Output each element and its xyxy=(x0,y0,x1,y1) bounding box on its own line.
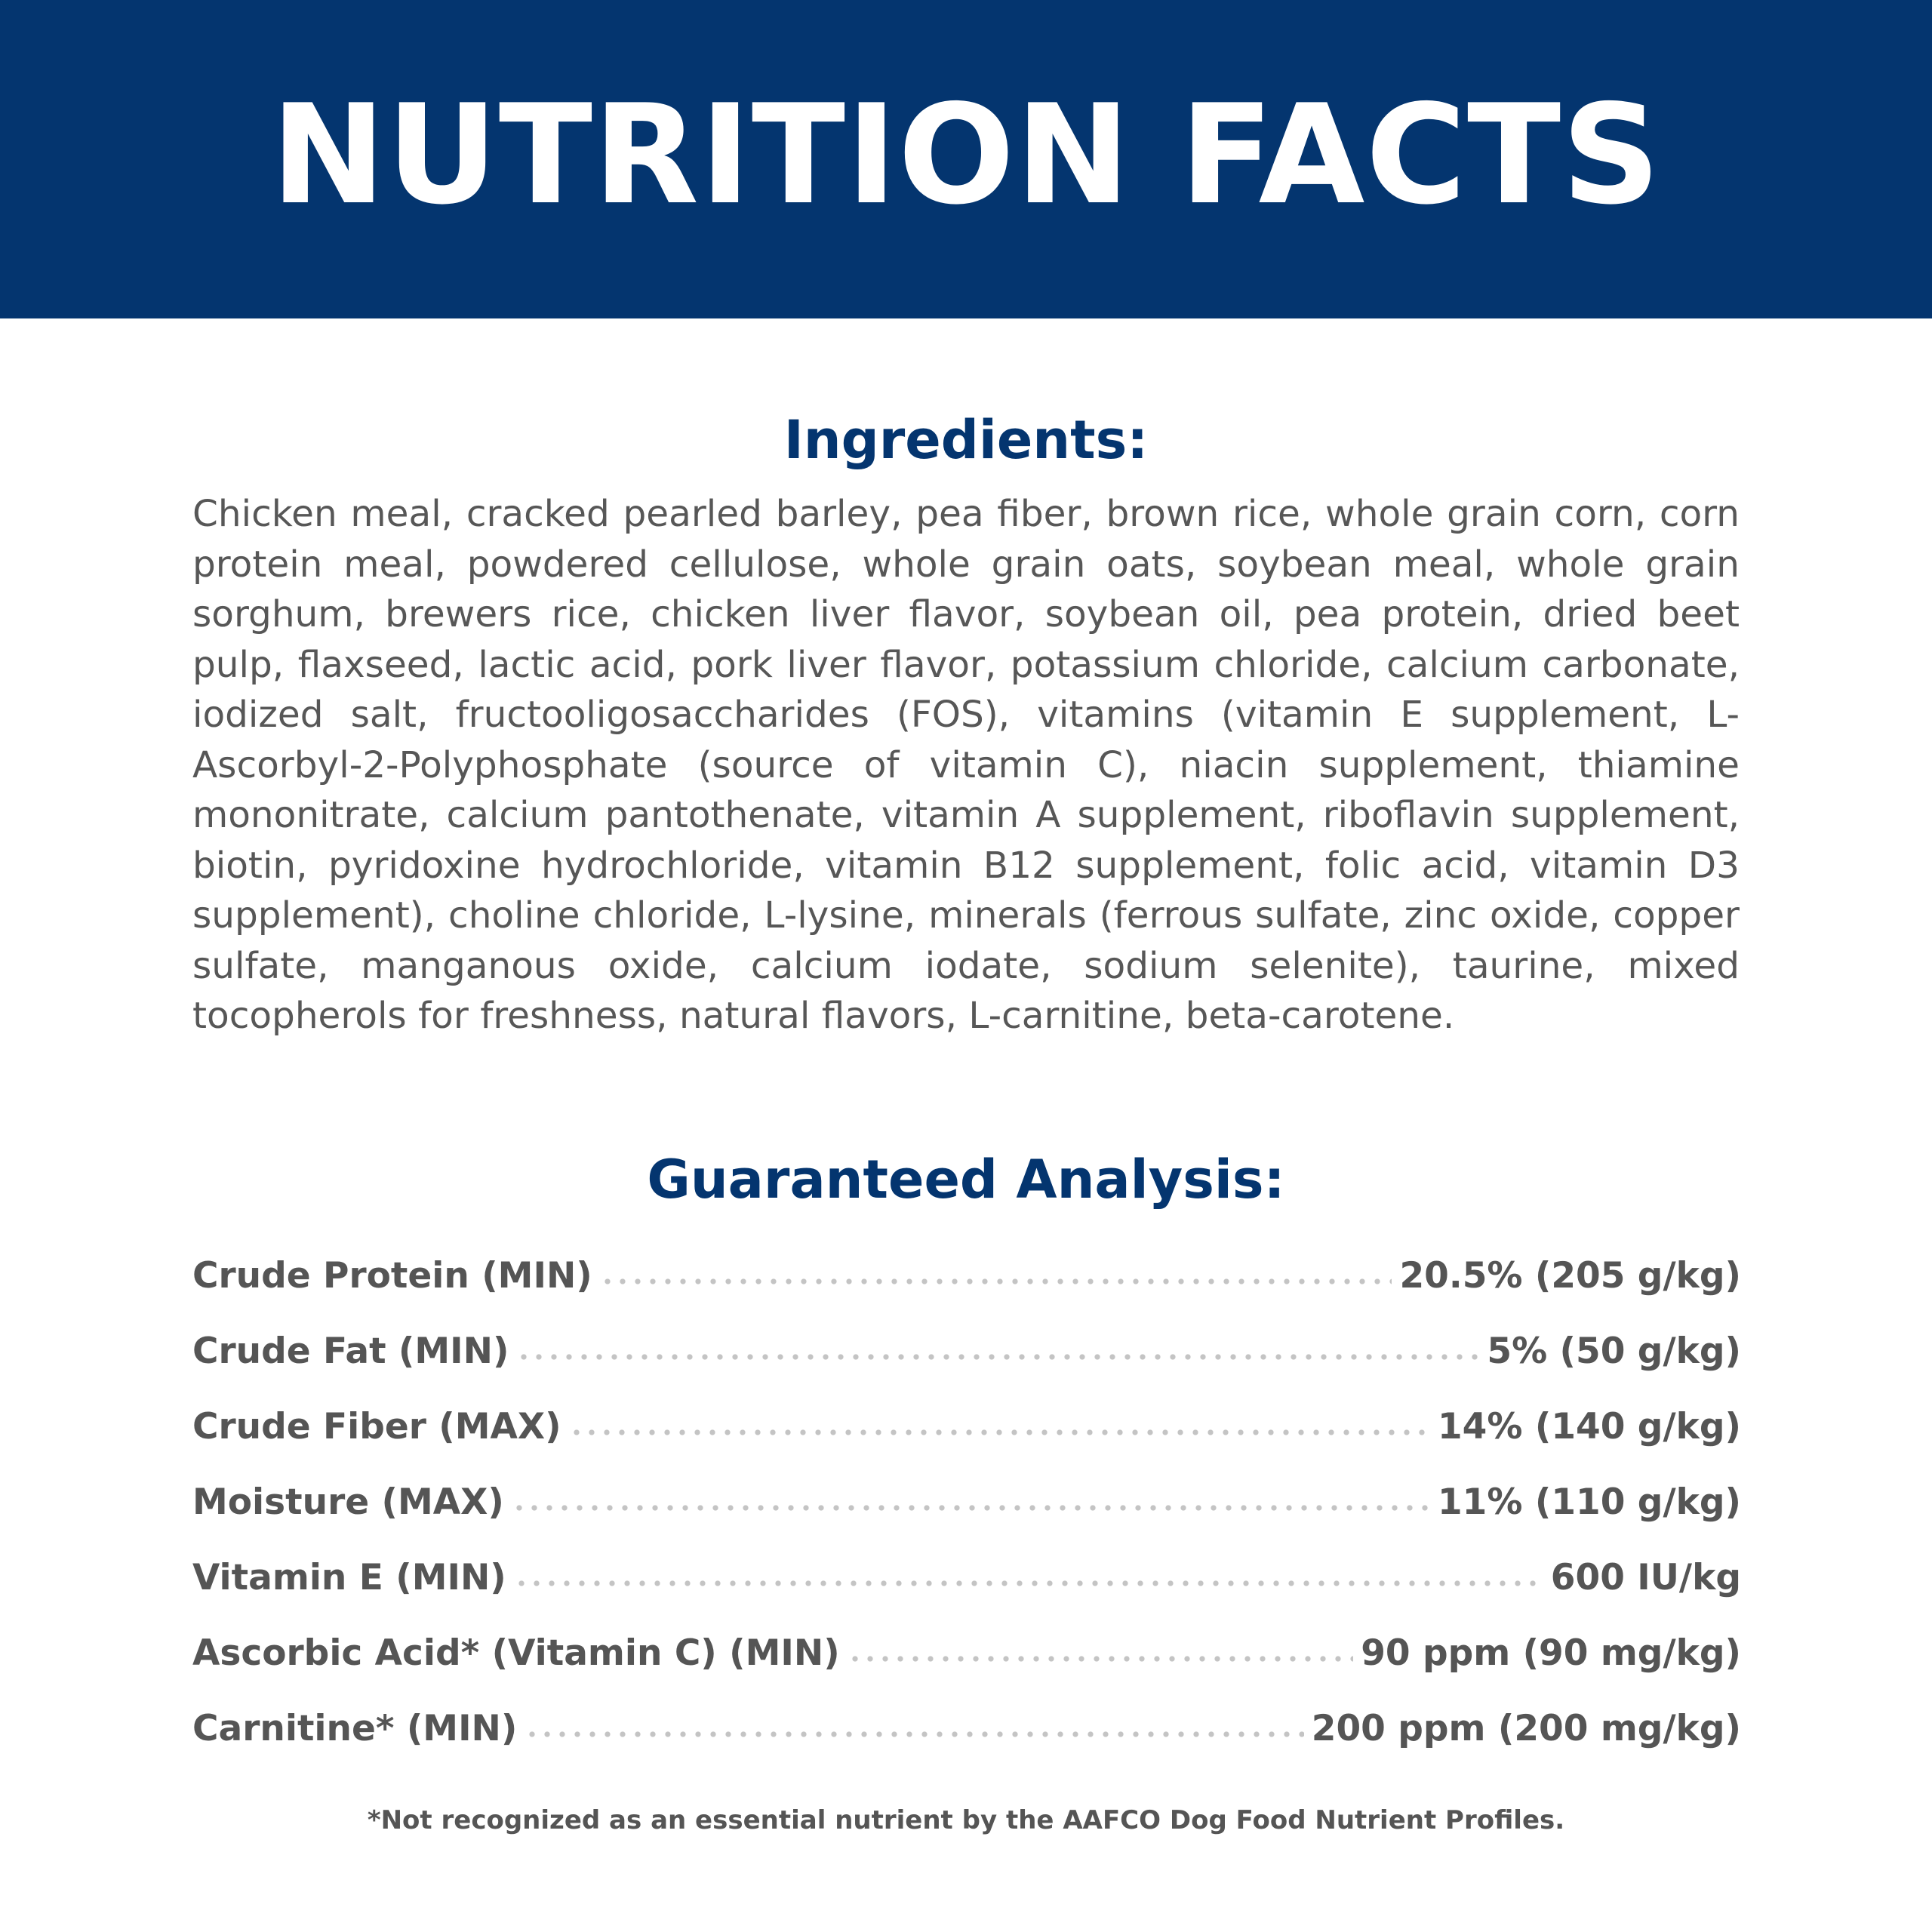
analysis-value: 20.5% (205 g/kg) xyxy=(1399,1254,1741,1297)
analysis-value: 5% (50 g/kg) xyxy=(1487,1330,1741,1372)
leader-dots xyxy=(569,1429,1430,1435)
analysis-value: 600 IU/kg xyxy=(1550,1556,1741,1598)
analysis-value: 90 ppm (90 mg/kg) xyxy=(1361,1632,1741,1674)
analysis-label: Moisture (MAX) xyxy=(192,1481,504,1523)
analysis-row xyxy=(192,1389,1741,1464)
footnote: *Not recognized as an essential nutrient by the AAFCO Dog Food Nutrient Profiles. xyxy=(367,1805,1565,1835)
analysis-label: Vitamin E (MIN) xyxy=(192,1556,506,1598)
leader-dots xyxy=(525,1731,1303,1737)
analysis-row xyxy=(192,1313,1741,1389)
analysis-value: 11% (110 g/kg) xyxy=(1437,1481,1741,1523)
analysis-label: Crude Protein (MIN) xyxy=(192,1254,592,1297)
page-title: NUTRITION FACTS xyxy=(270,75,1662,235)
guaranteed-analysis-list xyxy=(192,1238,1741,1766)
analysis-row xyxy=(192,1464,1741,1540)
analysis-row xyxy=(192,1690,1741,1766)
guaranteed-analysis-heading: Guaranteed Analysis: xyxy=(647,1149,1285,1211)
analysis-value: 200 ppm (200 mg/kg) xyxy=(1311,1707,1741,1749)
leader-dots xyxy=(600,1278,1392,1284)
header-band xyxy=(0,0,1932,318)
analysis-label: Crude Fiber (MAX) xyxy=(192,1405,561,1447)
analysis-value: 14% (140 g/kg) xyxy=(1437,1405,1741,1447)
ingredients-text: Chicken meal, cracked pearled barley, pea fiber, brown rice, whole grain corn, corn protein meal, powdered cellulose, whole grain oats, soybean meal, whole grain sorghum, brewers rice, chicken liver flavor, soybean oil, pea protein, dried beet pulp, flaxseed, lactic acid, pork liver flavor, potassium chloride, calcium carbonate, iodized salt, fructooligosaccharides (FOS), vitamins (vitamin E supplement, L-Ascorbyl-2-Polyphosphate (source of vitamin C), niacin supplement, thiamine mononitrate, calcium pantothenate, vitamin A supplement, riboflavin supplement, biotin, pyridoxine hydrochloride, vitamin B12 supplement, folic acid, vitamin D3 supplement), choline chloride, L-lysine, minerals (ferrous sulfate, zinc oxide, copper sulfate, manganous oxide, calcium iodate, sodium selenite), taurine, mixed tocopherols for freshness, natural flavors, L-carnitine, beta-carotene. xyxy=(192,493,1740,1037)
analysis-row xyxy=(192,1615,1741,1690)
analysis-label: Carnitine* (MIN) xyxy=(192,1707,518,1749)
leader-dots xyxy=(512,1505,1430,1511)
ingredients-heading: Ingredients: xyxy=(783,409,1149,471)
leader-dots xyxy=(516,1354,1479,1360)
leader-dots xyxy=(514,1580,1543,1586)
analysis-label: Ascorbic Acid* (Vitamin C) (MIN) xyxy=(192,1632,840,1674)
analysis-label: Crude Fat (MIN) xyxy=(192,1330,509,1372)
leader-dots xyxy=(848,1656,1353,1662)
analysis-row xyxy=(192,1238,1741,1313)
analysis-row xyxy=(192,1540,1741,1615)
